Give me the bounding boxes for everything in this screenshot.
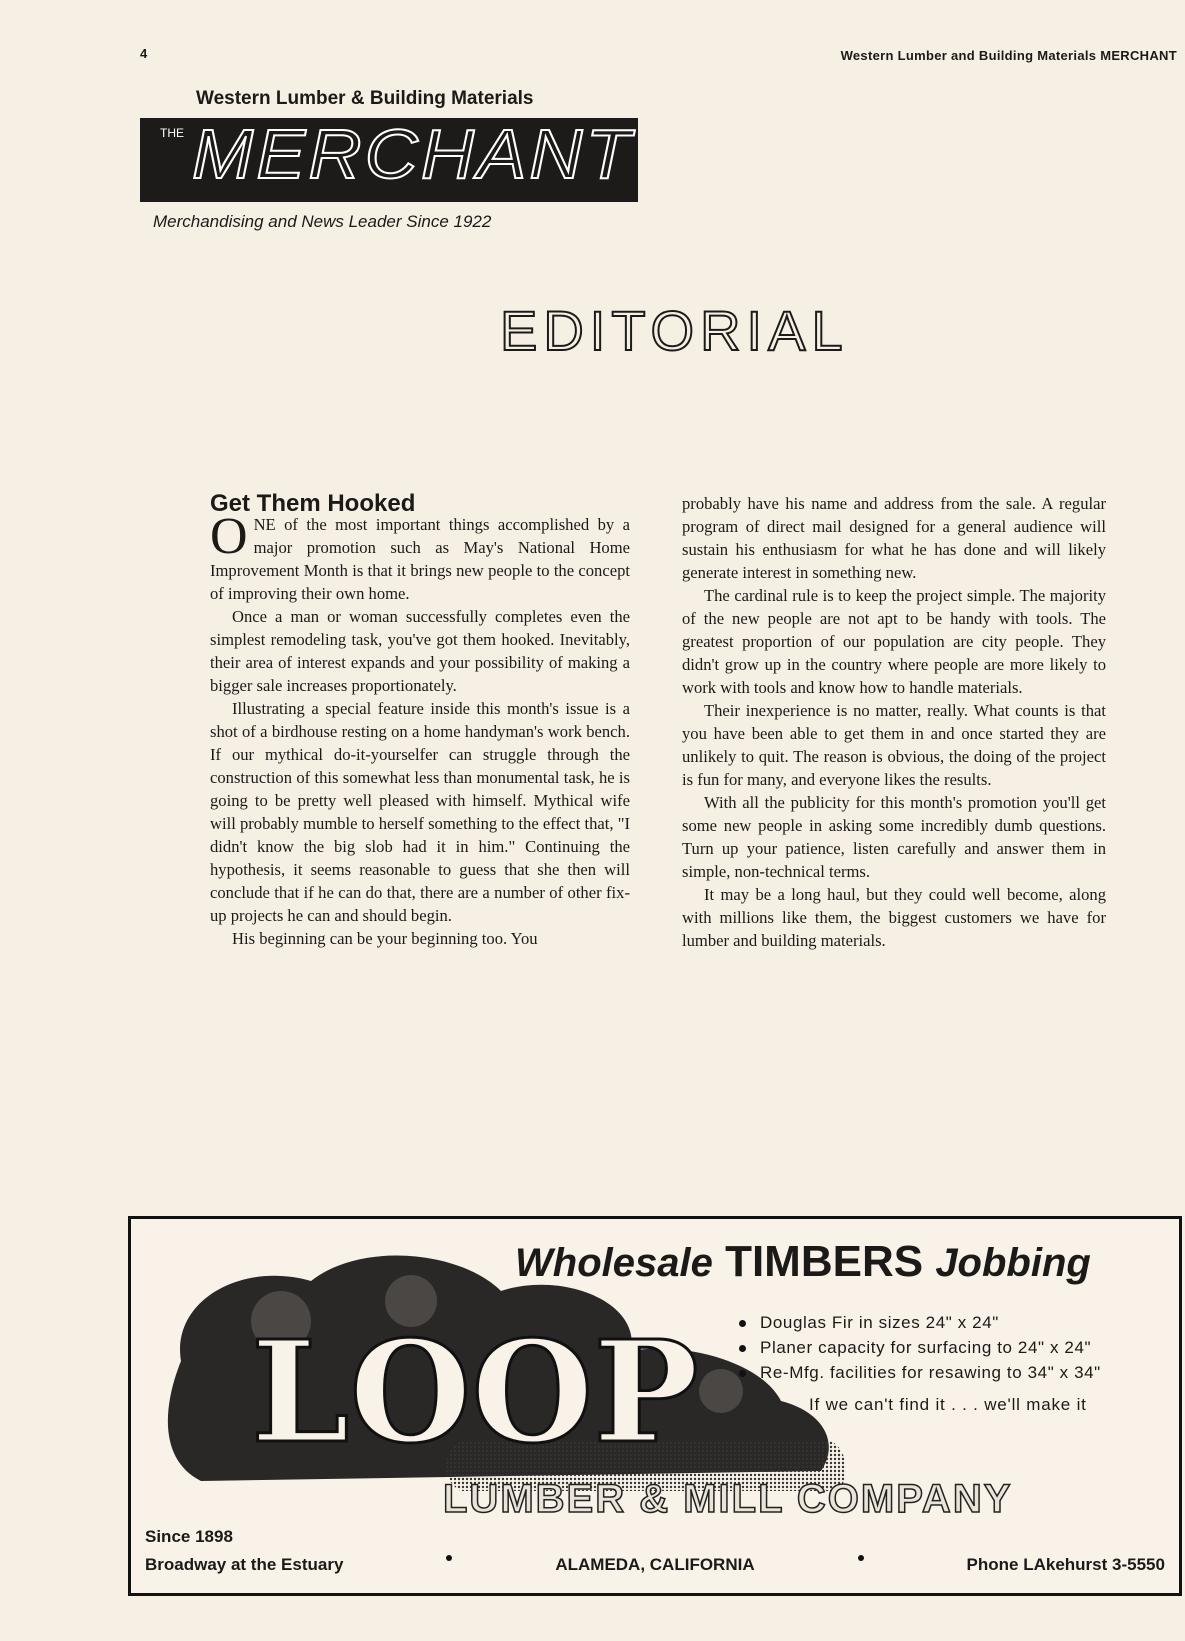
paragraph: Illustrating a special feature inside this month's issue is a shot of a birdhouse resting on a home handyman's work bench. If our mythical do-it-yourselfer can struggle through the construction of this somewhat less than monumental task, he is going to be pretty well pleased with himself. Mythical wife will probably mumble to herself something to the effect that, "I didn't know the big slob had it in him." Continuing the hypothesis, it seems reasonable to guess that she then will conclude that if he can do that, there are a number of other fix-up projects he can and should begin. xyxy=(210,699,630,925)
ad-headline xyxy=(515,1237,1091,1287)
ad-phone: Phone LAkehurst 3-5550 xyxy=(966,1555,1165,1574)
article-right-column xyxy=(682,492,1106,952)
separator-dot-icon xyxy=(446,1555,452,1561)
headline-wholesale: Wholesale xyxy=(515,1241,713,1285)
running-head: Western Lumber and Building Materials MERCHANT xyxy=(840,48,1177,63)
list-item: Planer capacity for surfacing to 24" x 24" xyxy=(739,1338,1101,1363)
ad-address: Broadway at the Estuary xyxy=(145,1555,344,1574)
ad-slogan: If we can't find it . . . we'll make it xyxy=(809,1395,1087,1414)
loop-logo: LOOP xyxy=(251,1311,699,1475)
paragraph: His beginning can be your beginning too. You xyxy=(232,929,538,948)
ad-since: Since 1898 xyxy=(145,1527,233,1546)
headline-timbers: TIMBERS xyxy=(725,1237,924,1286)
bullet-icon xyxy=(739,1345,746,1352)
article-left-column xyxy=(210,508,630,950)
article-title: Get Them Hooked xyxy=(210,490,416,517)
ad-city: ALAMEDA, CALIFORNIA xyxy=(555,1555,755,1574)
masthead-bar xyxy=(140,115,638,202)
masthead-name: MERCHANT xyxy=(192,115,634,193)
bullet-icon xyxy=(739,1370,746,1377)
paragraph: Their inexperience is no matter, really. What counts is that you have been able to get them in and once started they are unlikely to quit. The reason is obvious, the doing of the project is fun for many, and everyone likes the results. xyxy=(682,701,1106,789)
masthead-the: THE xyxy=(160,126,184,140)
page-number: 4 xyxy=(140,46,148,61)
bullet-icon xyxy=(739,1320,746,1327)
paragraph: The cardinal rule is to keep the project simple. The majority of the new people are not apt to be handy with tools. The greatest proportion of our population are city people. They didn't grow up in the country where people are more likely to work with tools and know how to handle materials. xyxy=(682,586,1106,697)
masthead-tagline: Merchandising and News Leader Since 1922 xyxy=(153,212,492,231)
list-item: Douglas Fir in sizes 24" x 24" xyxy=(739,1313,1101,1338)
list-item: Re-Mfg. facilities for resawing to 34" x 34" xyxy=(739,1363,1101,1388)
ad-footer xyxy=(145,1555,1165,1575)
paragraph: Once a man or woman successfully completes even the simplest remodeling task, you've got them hooked. Inevitably, their area of interest expands and your possibility of making a bigger sale increases proportionately. xyxy=(210,607,630,695)
paragraph: With all the publicity for this month's promotion you'll get some new people in asking some incredibly dumb questions. Turn up your patience, listen carefully and answer them in simple, non-technical terms. xyxy=(682,793,1106,881)
advertisement xyxy=(128,1216,1182,1596)
drop-cap: O xyxy=(210,508,248,565)
ad-company-name: LUMBER & MILL COMPANY xyxy=(443,1477,1013,1521)
paragraph: It may be a long haul, but they could well become, along with millions like them, the biggest customers we have for lumber and building materials. xyxy=(682,885,1106,950)
ad-bullet-list xyxy=(739,1313,1101,1388)
paragraph: probably have his name and address from the sale. A regular program of direct mail designed for a general audience will sustain his enthusiasm for what he has done and will likely generate interest in something new. xyxy=(682,494,1106,582)
section-title: EDITORIAL xyxy=(500,299,849,362)
paragraph: ONE of the most important things accomplished by a major promotion such as May's National Home Improvement Month is that it brings new people to the concept of improving their own home. xyxy=(210,508,630,603)
masthead-top-line: Western Lumber & Building Materials xyxy=(196,88,534,109)
headline-jobbing: Jobbing xyxy=(935,1241,1091,1285)
separator-dot-icon xyxy=(858,1555,864,1561)
